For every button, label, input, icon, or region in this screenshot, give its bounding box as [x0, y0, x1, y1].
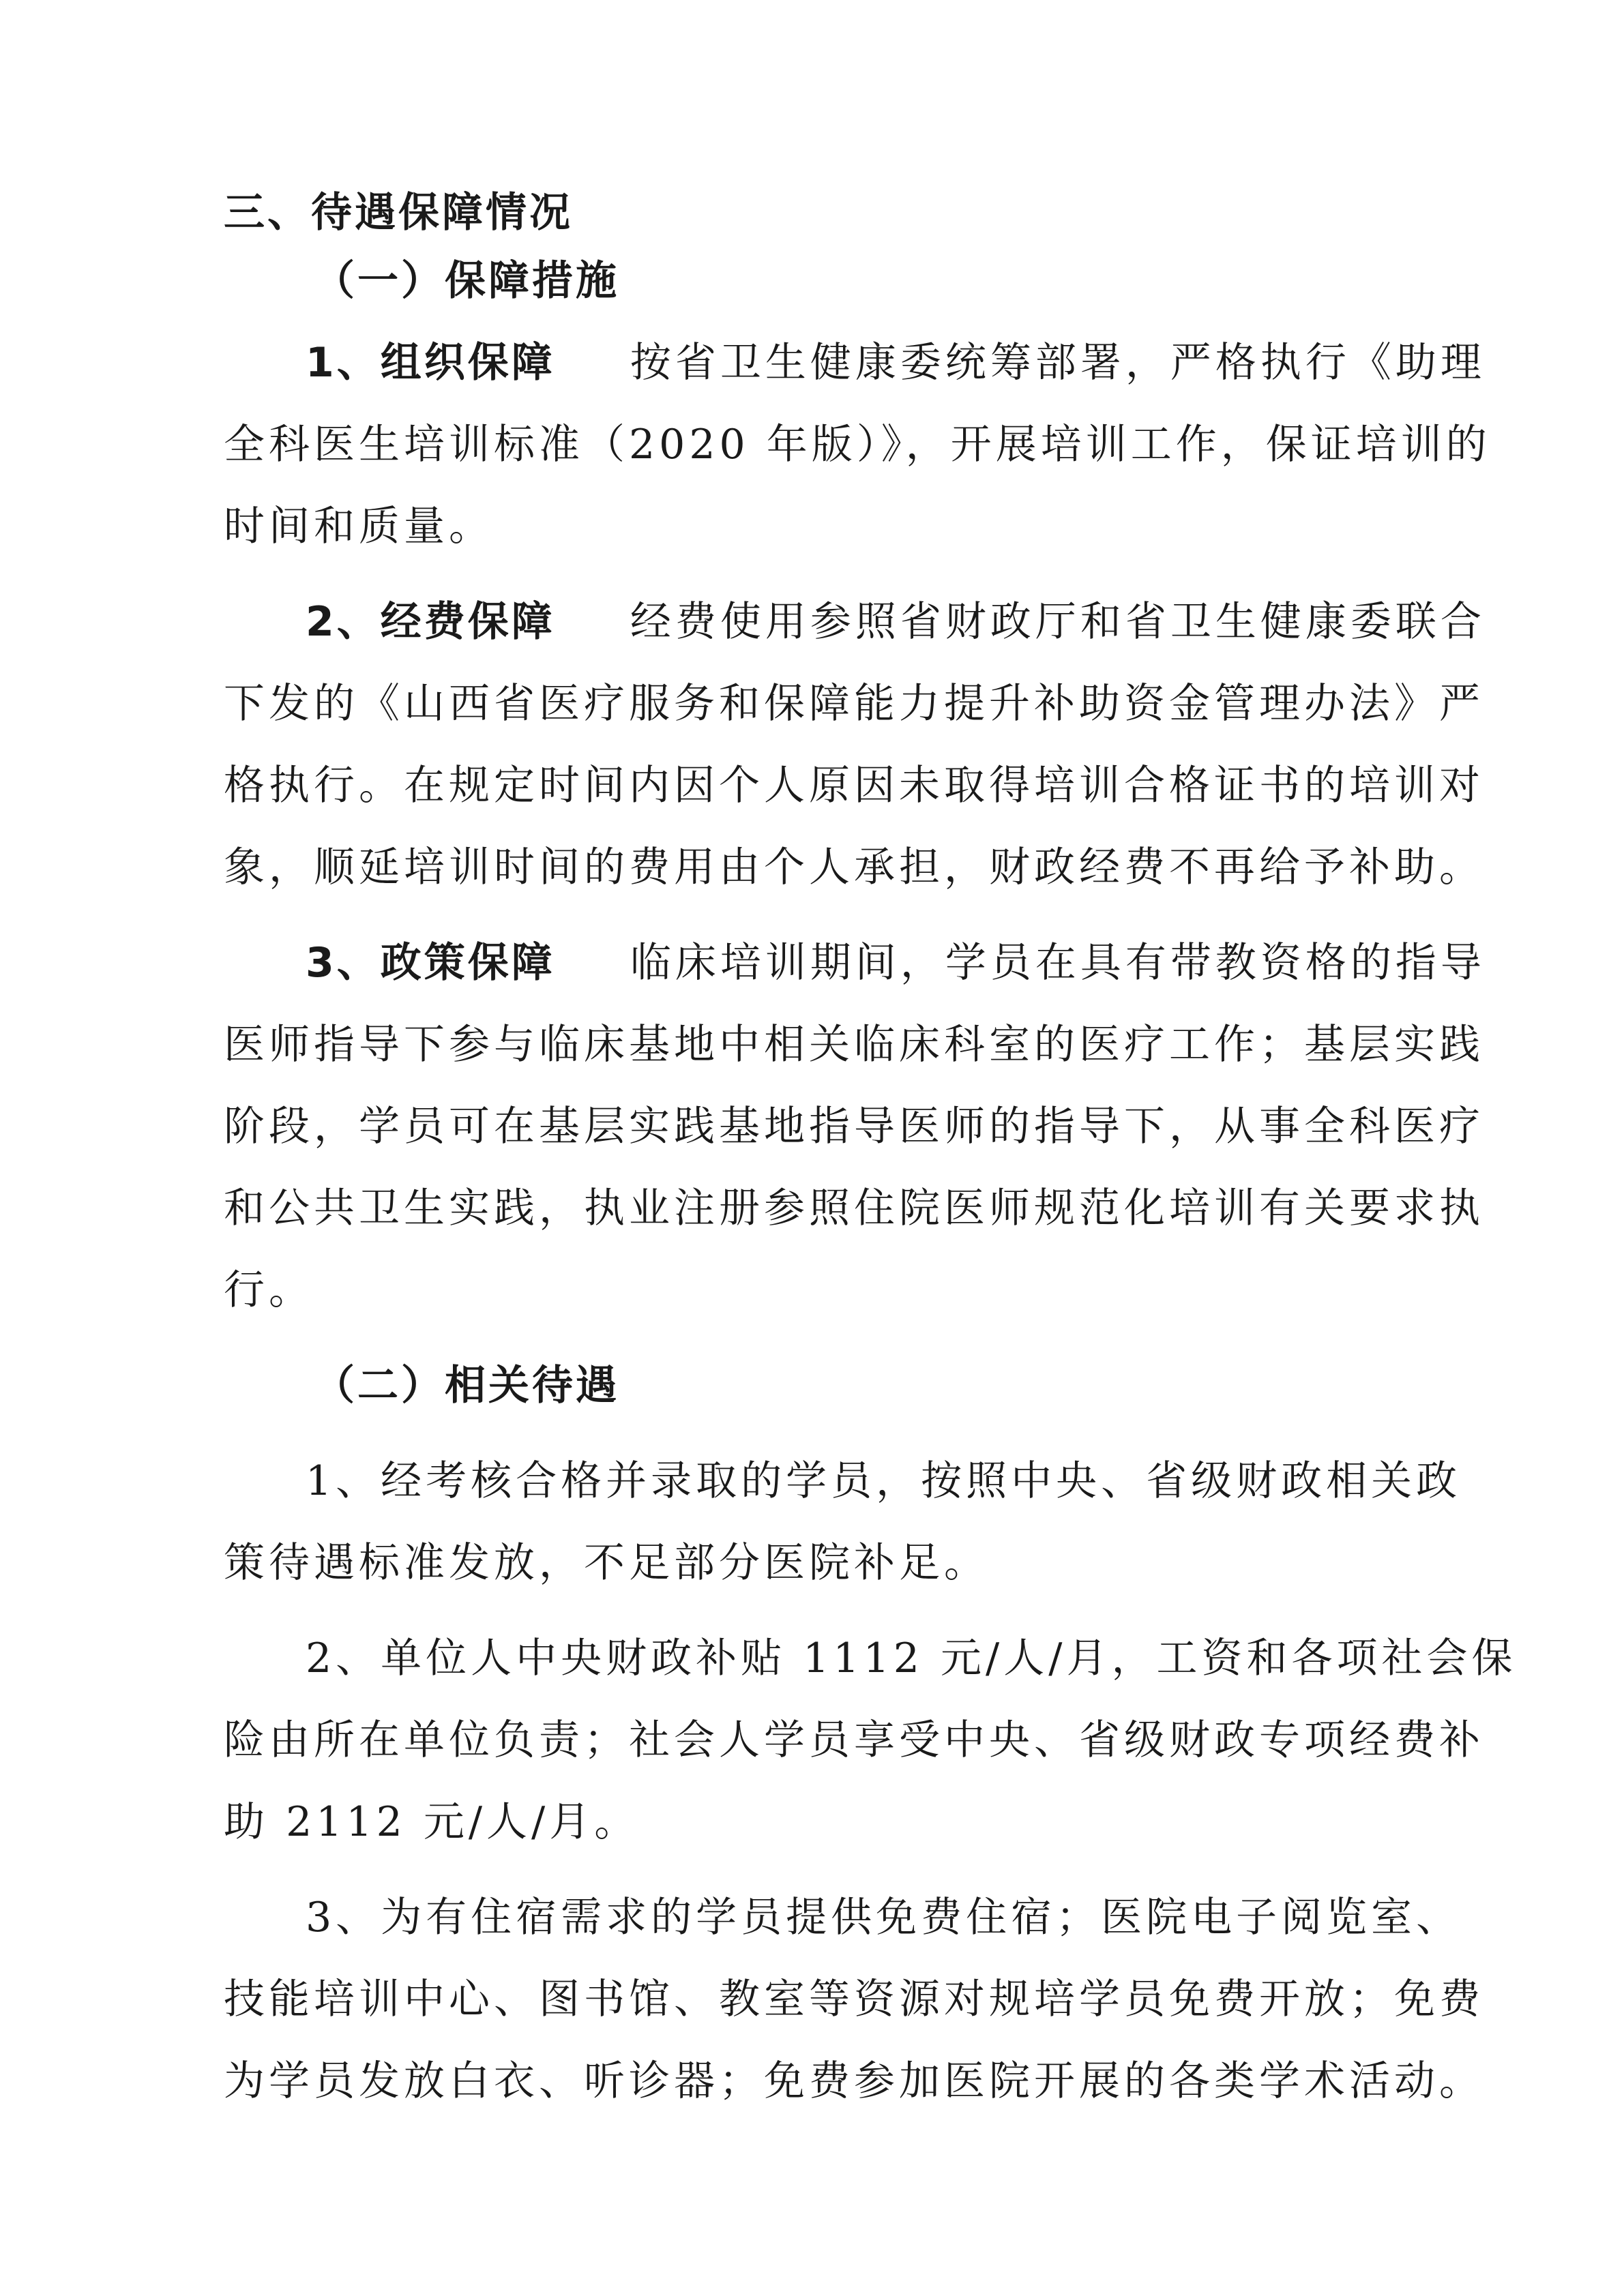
paragraph-line: 格执行。在规定时间内因个人原因未取得培训合格证书的培训对: [224, 762, 1484, 809]
paragraph-line: 行。: [224, 1266, 314, 1314]
paragraph-line: 为学员发放白衣、听诊器；免费参加医院开展的各类学术活动。: [224, 2057, 1484, 2105]
paragraph-line: 2、单位人中央财政补贴 1112 元/人/月，工资和各项社会保: [306, 1635, 1517, 1682]
paragraph-line: 象，顺延培训时间的费用由个人承担，财政经费不再给予补助。: [224, 844, 1484, 891]
paragraph-line: 策待遇标准发放，不足部分医院补足。: [224, 1539, 989, 1587]
paragraph-line: 助 2112 元/人/月。: [224, 1798, 640, 1846]
item-label-funding: 2、经费保障: [306, 598, 555, 646]
section-heading: 三、待遇保障情况: [224, 189, 573, 237]
paragraph-line: [306, 336, 1486, 390]
subsection-heading-measures: （一）保障措施: [314, 257, 619, 305]
paragraph-line: 3、为有住宿需求的学员提供免费住宿；医院电子阅览室、: [306, 1894, 1462, 1941]
paragraph-line: 时间和质量。: [224, 503, 494, 550]
paragraph-line: 险由所在单位负责；社会人学员享受中央、省级财政专项经费补: [224, 1716, 1484, 1764]
paragraph-line: 和公共卫生实践，执业注册参照住院医师规范化培训有关要求执: [224, 1184, 1484, 1232]
paragraph-line: [306, 936, 1486, 990]
item-label-organization: 1、组织保障: [306, 339, 555, 387]
paragraph-line: 技能培训中心、图书馆、教室等资源对规培学员免费开放；免费: [224, 1976, 1484, 2023]
paragraph-text: 经费使用参照省财政厅和省卫生健康委联合: [630, 598, 1486, 646]
paragraph-text: 临床培训期间，学员在具有带教资格的指导: [630, 939, 1486, 987]
paragraph-line: 医师指导下参与临床基地中相关临床科室的医疗工作；基层实践: [224, 1021, 1484, 1069]
item-label-policy: 3、政策保障: [306, 939, 555, 987]
paragraph-line: 下发的《山西省医疗服务和保障能力提升补助资金管理办法》严: [224, 680, 1484, 728]
paragraph-line: 1、经考核合格并录取的学员，按照中央、省级财政相关政: [306, 1457, 1462, 1505]
paragraph-line: 全科医生培训标准（2020 年版）》，开展培训工作，保证培训的: [224, 421, 1491, 468]
subsection-heading-benefits: （二）相关待遇: [314, 1362, 619, 1410]
paragraph-text: 按省卫生健康委统筹部署，严格执行《助理: [630, 339, 1486, 387]
paragraph-line: 阶段，学员可在基层实践基地指导医师的指导下，从事全科医疗: [224, 1103, 1484, 1150]
paragraph-line: [306, 595, 1486, 649]
